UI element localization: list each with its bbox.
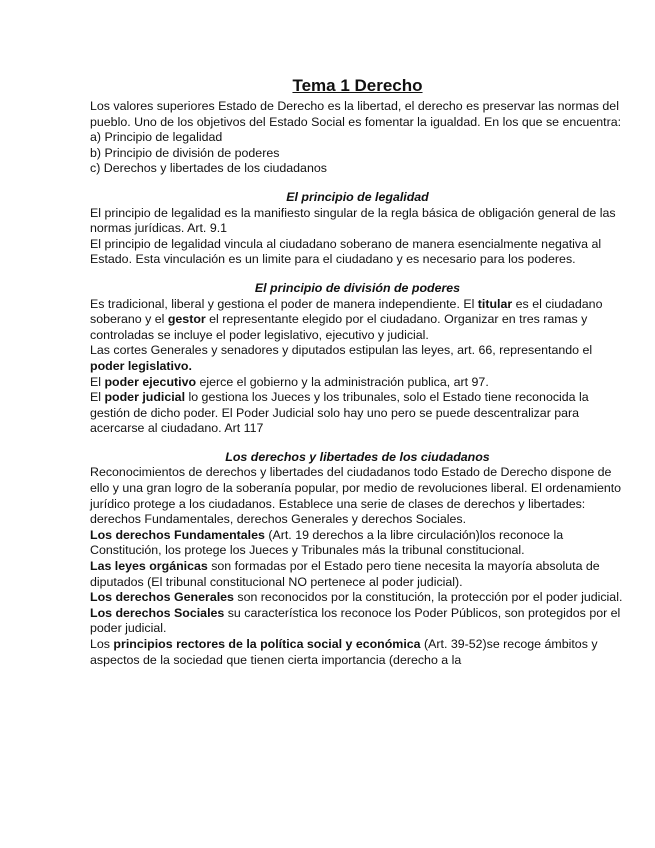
paragraph: El principio de legalidad es la manifiesto singular de la regla básica de obligación general de las normas jurídicas. Art. 9.1 [90, 205, 616, 236]
list-item: c) Derechos y libertades de los ciudadanos [90, 161, 327, 176]
paragraph: El principio de legalidad vincula al ciudadano soberano de manera esencialmente negativa al Estado. Esta vinculación es un limite para el ciudadano y es necesario para los poderes. [90, 236, 602, 267]
paragraph: Los principios rectores de la política social y económica (Art. 39-52)se recoge ámbitos y aspectos de la sociedad que tienen cierta importancia (derecho a la [90, 637, 598, 667]
paragraph: El poder judicial lo gestiona los Jueces y los tribunales, solo el Estado tiene reconocida la gestión de dicho poder. El Poder Judicial solo hay uno pero se puede descentralizar para acercarse al ciudadano. Art 117 [90, 390, 589, 436]
paragraph: Los derechos Generales son reconocidos por la constitución, la protección por el poder judicial. Los derechos Sociales su característica los reconoce los Poder Públicos, son protegidos por el poder judicial. [90, 590, 623, 636]
list-item: b) Principio de división de poderes [90, 145, 280, 160]
paragraph: Las leyes orgánicas son formadas por el Estado pero tiene necesita la mayoría absoluta de diputados (El tribunal constitucional NO pertenece al poder judicial). [90, 559, 600, 589]
section-heading-derechos-libertades: Los derechos y libertades de los ciudadanos [225, 449, 490, 464]
paragraph: Las cortes Generales y senadores y diputados estipulan las leyes, art. 66, representando el poder legislativo. [90, 343, 593, 373]
intro-paragraph: Los valores superiores Estado de Derecho es la libertad, el derecho es preservar las normas del pueblo. Uno de los objetivos del Estado Social es fomentar la igualdad. En los que se encuentra: [90, 99, 622, 129]
section-heading-division-poderes: El principio de división de poderes [254, 280, 461, 295]
paragraph: Es tradicional, liberal y gestiona el poder de manera independiente. El titular es el ciudadano soberano y el gestor el representante elegido por el ciudadano. Organizar en tres ramas y controladas se incluye el poder legislativo, ejecutivo y judicial. [90, 296, 603, 342]
section-heading-legalidad: El principio de legalidad [286, 189, 429, 204]
paragraph: El poder ejecutivo ejerce el gobierno y la administración publica, art 97. [90, 374, 489, 389]
paragraph: Reconocimientos de derechos y libertades del ciudadanos todo Estado de Derecho dispone de ello y una gran logro de la soberanía popular, por medio de revoluciones liberal. El ordenamiento jurídico protege a los ciudadanos. Establece una serie de clases de derechos y libertades: derechos Fundamentales, derechos Generales y derechos Sociales. [90, 465, 622, 527]
page-title: Tema 1 Derecho [292, 76, 423, 95]
list-item: a) Principio de legalidad [90, 130, 223, 145]
paragraph: Los derechos Fundamentales (Art. 19 derechos a la libre circulación)los reconoce la Constitución, los protege los Jueces y Tribunales más la tribunal constitucional. [90, 527, 564, 558]
